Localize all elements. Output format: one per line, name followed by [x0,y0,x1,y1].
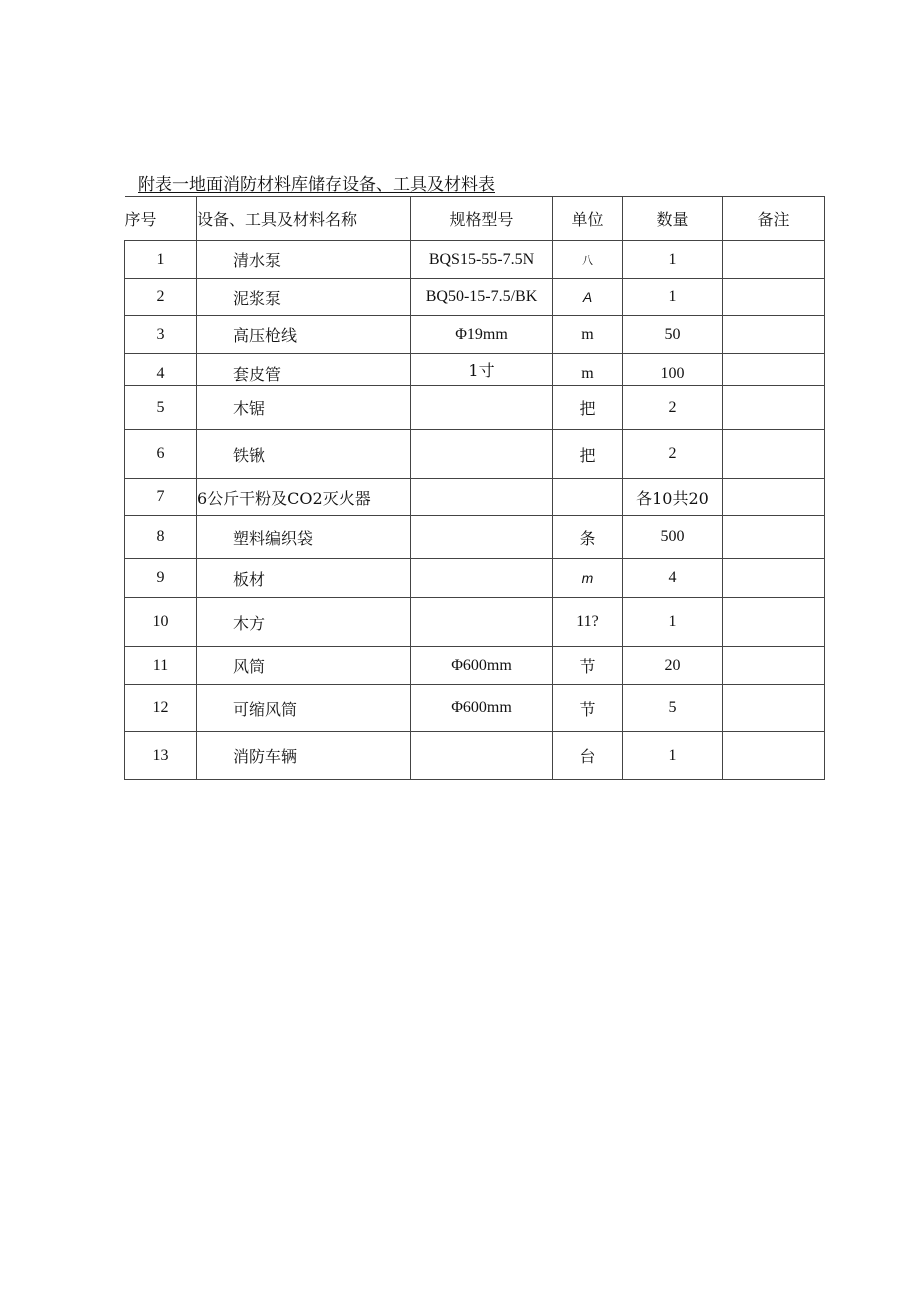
row-note [723,647,825,685]
table-row [125,685,825,732]
row-note [723,354,825,386]
row-name: 风筒 [197,647,411,685]
row-note [723,430,825,479]
row-unit: 节 [553,685,623,732]
equipment-table [124,196,825,780]
row-qty: 4 [623,559,723,598]
row-unit: 条 [553,516,623,559]
row-name: 清水泵 [197,241,411,279]
row-qty: 50 [623,316,723,354]
row-name: 套皮管 [197,354,411,386]
row-unit: m [553,559,623,598]
row-unit: 节 [553,647,623,685]
row-no: 8 [125,516,197,559]
row-qty: 500 [623,516,723,559]
row-no: 10 [125,598,197,647]
header-qty: 数量 [623,197,723,241]
row-unit: A [553,279,623,316]
row-no: 9 [125,559,197,598]
row-qty: 2 [623,386,723,430]
row-name: 消防车辆 [197,732,411,780]
header-no: 序号 [125,197,197,241]
row-qty: 各10共20 [623,479,723,516]
row-qty: 20 [623,647,723,685]
row-note [723,559,825,598]
row-unit: 11? [553,598,623,647]
row-name: 塑料编织袋 [197,516,411,559]
row-name: 板材 [197,559,411,598]
header-note: 备注 [723,197,825,241]
table-row [125,430,825,479]
row-qty: 100 [623,354,723,386]
row-note [723,386,825,430]
row-spec: Φ19mm [411,316,553,354]
row-no: 2 [125,279,197,316]
table-row [125,516,825,559]
table-header-row [125,197,825,241]
row-qty: 5 [623,685,723,732]
table-row [125,732,825,780]
table-row [125,241,825,279]
row-no: 12 [125,685,197,732]
row-name: 6公斤干粉及CO2灭火器 [197,479,411,516]
row-no: 7 [125,479,197,516]
row-spec: 1寸 [411,354,553,386]
row-spec [411,386,553,430]
row-note [723,241,825,279]
row-unit: m [553,354,623,386]
row-note [723,732,825,780]
row-note [723,516,825,559]
row-name: 木锯 [197,386,411,430]
row-no: 3 [125,316,197,354]
row-spec [411,430,553,479]
table-row [125,279,825,316]
row-spec [411,516,553,559]
row-spec [411,732,553,780]
row-qty: 1 [623,279,723,316]
row-spec: Φ600mm [411,647,553,685]
row-qty: 1 [623,241,723,279]
header-spec: 规格型号 [411,197,553,241]
header-name: 设备、工具及材料名称 [197,197,411,241]
row-qty: 1 [623,732,723,780]
table-row [125,598,825,647]
row-unit: 台 [553,732,623,780]
row-note [723,279,825,316]
table-row [125,316,825,354]
row-spec: BQ50-15-7.5/BK [411,279,553,316]
row-note [723,479,825,516]
table-caption: 附表一地面消防材料库储存设备、工具及材料表 [138,175,495,195]
row-qty: 2 [623,430,723,479]
header-unit: 单位 [553,197,623,241]
row-spec [411,598,553,647]
row-name: 铁锹 [197,430,411,479]
row-name: 可缩风筒 [197,685,411,732]
row-unit: m [553,316,623,354]
row-no: 13 [125,732,197,780]
row-spec [411,479,553,516]
row-name: 木方 [197,598,411,647]
row-spec: Φ600mm [411,685,553,732]
row-unit [553,479,623,516]
row-qty: 1 [623,598,723,647]
row-note [723,685,825,732]
row-no: 4 [125,354,197,386]
row-unit: 八 [553,241,623,279]
row-spec: BQS15-55-7.5N [411,241,553,279]
row-name: 泥浆泵 [197,279,411,316]
table-row [125,647,825,685]
row-no: 11 [125,647,197,685]
row-note [723,316,825,354]
row-no: 1 [125,241,197,279]
table-row [125,354,825,386]
row-name: 高压枪线 [197,316,411,354]
table-row [125,386,825,430]
table-row [125,559,825,598]
row-unit: 把 [553,430,623,479]
row-unit: 把 [553,386,623,430]
row-spec [411,559,553,598]
row-no: 6 [125,430,197,479]
row-no: 5 [125,386,197,430]
row-note [723,598,825,647]
table-row [125,479,825,516]
